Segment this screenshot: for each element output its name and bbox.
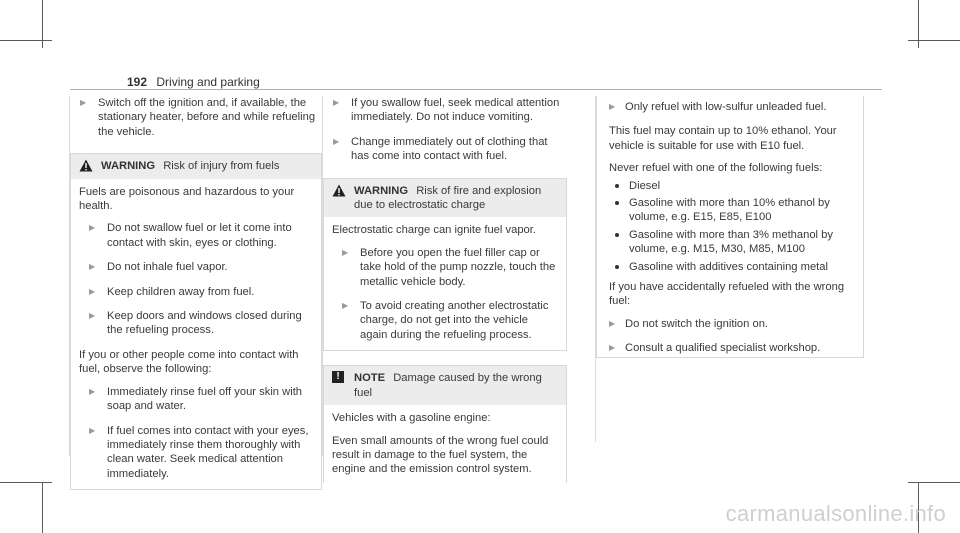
page-header [127,75,260,89]
warning-body [71,179,321,490]
list-item: ▶ Switch off the ignition and, if available, the stationary heater, before and while refueling the vehicle. [80,97,316,138]
section-title: Driving and parking [156,75,260,89]
list-item: ▶ Consult a qualified specialist workshop. [609,342,821,355]
list-item: Diesel [609,179,855,193]
list-item: ▶ Do not switch the ignition on. [609,317,769,330]
list-item: ▶ If fuel comes into contact with your eyes, immediately rinse them thoroughly with clean water. Seek medical attention immediately. [89,424,309,480]
column-1 [70,96,322,490]
bullet-dot-icon [615,265,619,269]
watermark: carmanualsonline.info [725,501,946,526]
warning-box-electrostatic [323,178,567,352]
warning-triangle-icon [332,184,346,197]
column-3 [596,96,864,358]
arrow-bullet-icon: ▶ [609,318,616,328]
fuel-info-box [596,96,864,358]
warning-paragraph: If you or other people come into contact with fuel, observe the following: [79,348,299,376]
arrow-bullet-icon: ▶ [609,102,616,111]
warning-label: WARNING [101,160,156,173]
note-box-wrong-fuel [323,365,567,482]
list-item: Gasoline with more than 10% ethanol by volume, e.g. E15, E85, E100 [609,196,855,225]
note-paragraph: Vehicles with a gasoline engine: [332,412,491,425]
list-item: ▶ To avoid creating another electrostatic charge, do not get into the vehicle again during the refueling process. [342,300,549,341]
arrow-bullet-icon: ▶ [89,223,96,233]
crop-mark [908,482,960,483]
list-item: Gasoline with additives containing metal [609,260,855,274]
note-label: NOTE [354,372,386,385]
note-body [324,405,566,483]
arrow-bullet-icon: ▶ [342,301,349,311]
warning-title: Risk of injury from fuels [163,160,280,173]
header-rule [70,89,882,90]
bullet-dot-icon [615,201,619,205]
list-item: ▶ Keep children away from fuel. [89,285,255,298]
list-item: ▶ If you swallow fuel, seek medical attention immediately. Do not induce vomiting. [333,97,560,124]
note-title: Damage caused by the wrong fuel [354,372,542,399]
bullet-dot-icon [615,184,619,188]
warning-triangle-icon [79,159,93,172]
list-item: ▶ Change immediately out of clothing that has come into contact with fuel. [333,135,548,163]
arrow-bullet-icon: ▶ [89,311,96,321]
paragraph: Never refuel with one of the following fuels: [609,162,823,175]
warning-intro: Fuels are poisonous and hazardous to your health. [79,185,295,213]
crop-mark [42,482,43,533]
warning-label: WARNING [354,184,409,197]
arrow-bullet-icon: ▶ [89,262,96,272]
warning-body [324,217,566,350]
warning-title: Risk of fire and explosion due to electrostatic charge [354,184,542,212]
list-item: ▶ Do not inhale fuel vapor. [89,261,228,274]
crop-mark [0,40,52,41]
arrow-bullet-icon: ▶ [342,247,349,257]
arrow-bullet-icon: ▶ [333,136,340,146]
warning-box-fuels [70,153,322,490]
exclamation-icon: ! [332,371,344,383]
list-item: ▶ Only refuel with low-sulfur unleaded fuel. [609,101,827,113]
note-paragraph: Even small amounts of the wrong fuel could result in damage to the fuel system, the engine and the emission control system. [332,434,549,476]
column-2 [323,96,567,483]
list-item: Gasoline with more than 3% methanol by volume, e.g. M15, M30, M85, M100 [609,228,855,257]
arrow-bullet-icon: ▶ [609,343,616,353]
paragraph: If you have accidentally refueled with the wrong fuel: [609,281,845,308]
arrow-bullet-icon: ▶ [89,386,96,396]
arrow-bullet-icon: ▶ [333,98,340,107]
list-item: ▶ Do not swallow fuel or let it come into contact with skin, eyes or clothing. [89,222,292,249]
note-header [324,366,566,405]
list-item: ▶ Immediately rinse fuel off your skin with soap and water. [89,385,303,413]
page-number: 192 [127,75,148,89]
warning-header [324,179,566,218]
arrow-bullet-icon: ▶ [89,425,96,435]
bullet-dot-icon [615,233,619,237]
crop-mark [908,40,960,41]
arrow-bullet-icon: ▶ [89,286,96,296]
paragraph: This fuel may contain up to 10% ethanol. Your vehicle is suitable for use with E10 fuel. [609,125,837,152]
crop-mark [0,482,52,483]
arrow-bullet-icon: ▶ [80,98,87,107]
list-item: ▶ Before you open the fuel filler cap or take hold of the pump nozzle, touch the metallic vehicle body. [342,246,556,288]
list-item: ▶ Keep doors and windows closed during the refueling process. [89,310,302,337]
warning-header [71,154,321,178]
warning-intro: Electrostatic charge can ignite fuel vapor. [332,224,536,237]
